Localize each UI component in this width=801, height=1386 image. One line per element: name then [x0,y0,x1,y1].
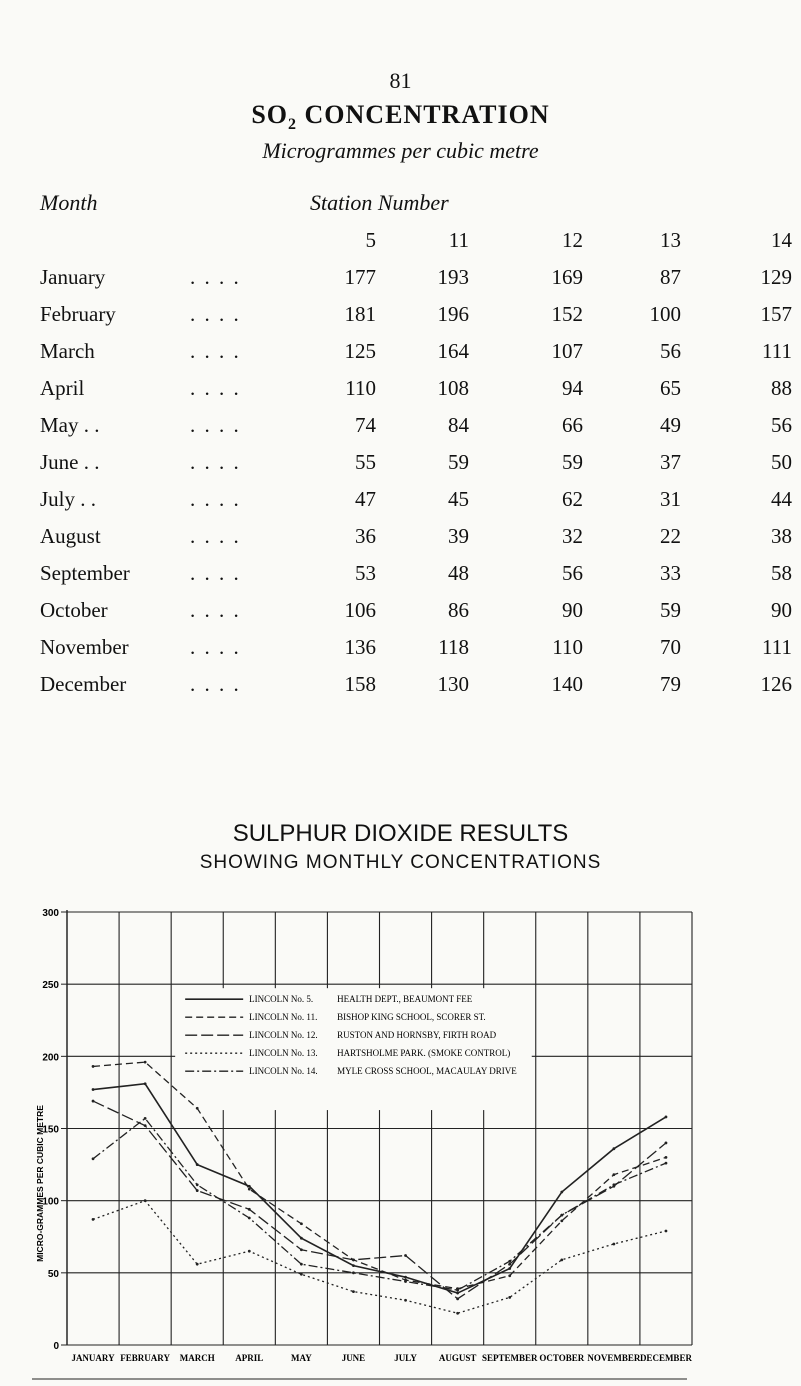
data-point [196,1183,199,1186]
data-point [665,1162,668,1165]
data-point [248,1208,251,1211]
data-point [92,1218,95,1221]
data-point [508,1267,511,1270]
table-cell: 158 [344,672,376,696]
page-subtitle: Microgrammes per cubic metre [262,138,539,163]
data-point [404,1254,407,1257]
table-cell: 94 [562,376,583,400]
table-cell: 59 [448,450,469,474]
data-point [456,1297,459,1300]
table-cell: 45 [448,487,469,511]
table-cell: 88 [771,376,792,400]
page-title: $SO_2$ CONCENTRATION [251,100,550,134]
data-point [665,1230,668,1233]
table-cell: 33 [660,561,681,585]
x-tick-label: DECEMBER [639,1353,692,1363]
station-number: 11 [448,228,469,252]
table-cell: 32 [562,524,583,548]
data-point [560,1258,563,1261]
y-tick-label: 200 [42,1052,59,1064]
y-tick-label: 0 [53,1341,59,1352]
table-row [40,481,792,518]
table-cell: 31 [660,487,681,511]
table-cell: 79 [660,672,681,696]
x-tick-label: MAY [291,1353,312,1363]
chart-title: SULPHUR DIOXIDE RESULTS [232,820,569,847]
table-cell: 130 [437,672,469,696]
table-cell: 56 [660,339,681,363]
x-tick-label: NOVEMBER [587,1353,641,1363]
table-cell: 125 [344,339,376,363]
data-point [300,1263,303,1266]
legend-station: LINCOLN No. 13. [249,1048,318,1059]
data-point [456,1289,459,1292]
leader-dots: . . . . [190,635,241,659]
table-cell: 56 [771,413,792,437]
station-number: 13 [660,228,681,252]
table-cell: 177 [344,265,376,289]
table-cell: 140 [551,672,583,696]
data-point [144,1199,147,1202]
table-row [40,666,792,703]
table-cell: 164 [437,339,469,363]
table-cell: 86 [448,598,469,622]
table-cell: 59 [660,598,681,622]
table-cell: 110 [345,376,376,400]
table-cell: 48 [448,561,469,585]
data-point [508,1260,511,1263]
x-tick-label: JANUARY [71,1353,115,1363]
table-cell: 118 [438,635,469,659]
table-row [40,444,792,481]
table-cell: 87 [660,265,681,289]
legend-station: LINCOLN No. 12. [249,1030,318,1041]
data-point [665,1116,668,1119]
data-point [508,1296,511,1299]
data-point [144,1061,147,1064]
table-row [40,592,792,629]
y-tick-label: 50 [47,1268,59,1280]
table-cell: 126 [760,672,792,696]
table-row [40,296,792,333]
leader-dots: . . . . [190,302,241,326]
table-cell: 56 [562,561,583,585]
table-cell: 129 [760,265,792,289]
table-row [40,629,792,666]
data-point [196,1163,199,1166]
table-cell: 44 [771,487,792,511]
leader-dots: . . . . [190,376,241,400]
data-point [92,1157,95,1160]
data-point [665,1142,668,1145]
table-cell: 62 [562,487,583,511]
table-cell: 196 [437,302,469,326]
table-cell: 169 [551,265,583,289]
data-point [612,1173,615,1176]
data-point [248,1188,251,1191]
table-cell: 38 [771,524,792,548]
table-cell: 36 [355,524,376,548]
table-cell: 136 [344,635,376,659]
data-point [508,1263,511,1266]
data-point [352,1258,355,1261]
month-label: May . . [40,413,100,437]
month-label: November [40,635,129,659]
data-point [300,1222,303,1225]
month-label: July . . [40,487,97,511]
month-column-header: Month [40,190,98,215]
table-cell: 74 [355,413,376,437]
data-point [456,1292,459,1295]
table-cell: 49 [660,413,681,437]
data-point [404,1280,407,1283]
station-column-header: Station Number [310,190,449,215]
month-label: March [40,339,95,363]
month-label: April [40,376,85,400]
y-tick-label: 100 [42,1196,59,1208]
table-cell: 157 [760,302,792,326]
data-point [612,1243,615,1246]
y-tick-label: 250 [42,980,59,992]
page-number: 81 [389,68,412,93]
y-tick-label: 150 [42,1124,59,1136]
leader-dots: . . . . [190,598,241,622]
legend-site: HEALTH DEPT., BEAUMONT FEE [337,994,473,1005]
data-point [92,1065,95,1068]
data-point [352,1271,355,1274]
data-point [352,1290,355,1293]
data-point [248,1217,251,1220]
leader-dots: . . . . [190,413,241,437]
station-number-row [40,222,792,259]
x-tick-label: AUGUST [438,1353,477,1363]
data-point [300,1237,303,1240]
data-point [144,1082,147,1085]
table-row [40,370,792,407]
table-cell: 37 [660,450,681,474]
leader-dots: . . . . [190,672,241,696]
table-cell: 65 [660,376,681,400]
y-axis-label: MICRO-GRAMMES PER CUBIC METRE [35,1105,45,1262]
month-label: February [40,302,116,326]
table-cell: 181 [344,302,376,326]
table-cell: 193 [437,265,469,289]
leader-dots: . . . . [190,265,241,289]
data-point [612,1183,615,1186]
month-label: June . . [40,450,100,474]
data-point [92,1100,95,1103]
table-cell: 55 [355,450,376,474]
x-tick-label: SEPTEMBER [481,1353,538,1363]
data-point [560,1214,563,1217]
month-label: September [40,561,130,585]
table-cell: 106 [344,598,376,622]
data-point [404,1276,407,1279]
table-cell: 108 [437,376,469,400]
x-tick-label: JULY [394,1353,417,1363]
month-label: January [40,265,106,289]
table-cell: 58 [771,561,792,585]
table-cell: 66 [562,413,583,437]
table-cell: 39 [448,524,469,548]
concentration-table [40,222,792,703]
data-point [196,1263,199,1266]
x-tick-label: MARCH [179,1353,215,1363]
legend-site: RUSTON AND HORNSBY, FIRTH ROAD [337,1030,497,1041]
table-cell: 22 [660,524,681,548]
x-tick-label: OCTOBER [539,1353,585,1363]
table-cell: 47 [355,487,376,511]
data-point [560,1191,563,1194]
table-row [40,333,792,370]
month-label: October [40,598,108,622]
table-cell: 90 [771,598,792,622]
legend-station: LINCOLN No. 14. [249,1066,318,1077]
table-cell: 70 [660,635,681,659]
legend-station: LINCOLN No. 11. [249,1012,318,1023]
table-row [40,518,792,555]
data-point [144,1117,147,1120]
table-cell: 152 [551,302,583,326]
data-point [300,1273,303,1276]
table-cell: 59 [562,450,583,474]
month-label: August [40,524,101,548]
leader-dots: . . . . [190,524,241,548]
line-chart [0,880,801,1386]
table-cell: 107 [551,339,583,363]
leader-dots: . . . . [190,487,241,511]
x-tick-label: APRIL [235,1353,264,1363]
data-point [560,1219,563,1222]
table-cell: 100 [649,302,681,326]
month-label: December [40,672,127,696]
table-row [40,555,792,592]
legend-site: MYLE CROSS SCHOOL, MACAULAY DRIVE [337,1066,517,1077]
table-cell: 50 [771,450,792,474]
x-tick-label: JUNE [341,1353,366,1363]
table-row [40,407,792,444]
legend-station: LINCOLN No. 5. [249,994,314,1005]
data-point [665,1156,668,1159]
data-point [404,1299,407,1302]
legend-site: BISHOP KING SCHOOL, SCORER ST. [337,1012,486,1023]
data-point [92,1088,95,1091]
chart-subtitle: SHOWING MONTHLY CONCENTRATIONS [199,852,602,873]
data-point [248,1250,251,1253]
legend-site: HARTSHOLME PARK. (SMOKE CONTROL) [337,1048,511,1059]
leader-dots: . . . . [190,561,241,585]
data-point [300,1248,303,1251]
table-row [40,259,792,296]
data-point [508,1274,511,1277]
table-cell: 110 [552,635,583,659]
data-point [456,1312,459,1315]
table-cell: 111 [762,339,792,363]
data-point [612,1147,615,1150]
station-number: 14 [771,228,792,252]
y-tick-label: 300 [42,908,59,919]
data-point [144,1124,147,1127]
data-point [196,1107,199,1110]
station-number: 12 [562,228,583,252]
x-tick-label: FEBRUARY [120,1353,170,1363]
table-cell: 90 [562,598,583,622]
leader-dots: . . . . [190,339,241,363]
data-point [352,1264,355,1267]
station-number: 5 [365,228,376,252]
data-point [196,1189,199,1192]
table-cell: 53 [355,561,376,585]
table-cell: 84 [448,413,469,437]
table-cell: 111 [762,635,792,659]
leader-dots: . . . . [190,450,241,474]
